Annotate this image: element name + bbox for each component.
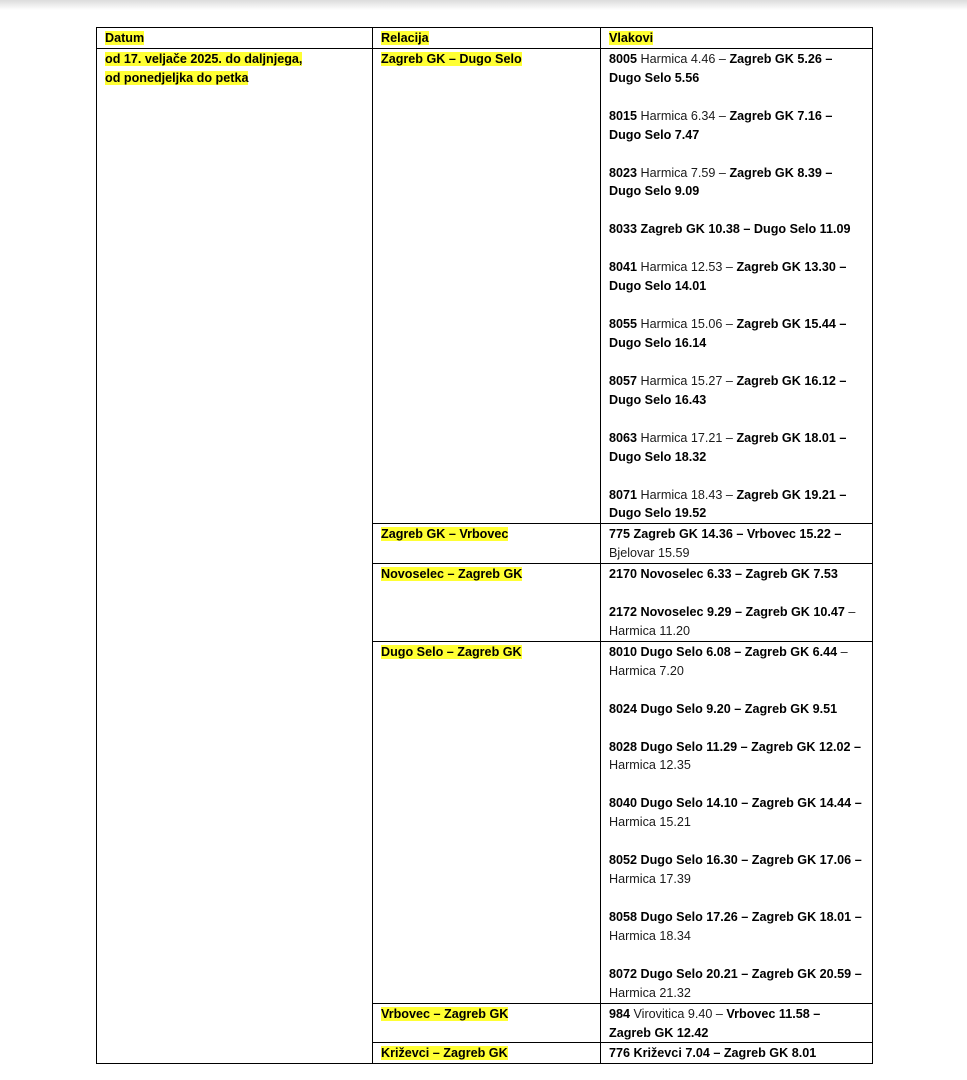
train-text: 8005: [609, 51, 638, 66]
train-text: Harmica 17.21 –: [637, 430, 737, 445]
train-entry: [609, 794, 864, 832]
header-relacija: Relacija: [373, 28, 601, 49]
train-text: Harmica 15.21: [609, 815, 691, 830]
train-text: Harmica 15.06 –: [637, 317, 737, 332]
relacija-cell: Novoselec – Zagreb GK: [373, 564, 601, 642]
train-entry: [609, 738, 864, 776]
train-text: Bjelovar 15.59: [609, 546, 690, 561]
train-text: 2170 Novoselec 6.33 – Zagreb GK 7.53: [609, 567, 838, 582]
train-text: 8052 Dugo Selo 16.30 – Zagreb GK 17.06 –: [609, 853, 862, 868]
train-entry: [609, 603, 864, 641]
train-text: 8023: [609, 165, 638, 180]
train-text: 8072 Dugo Selo 20.21 – Zagreb GK 20.59 –: [609, 966, 862, 981]
train-text: 8041: [609, 260, 638, 275]
train-entry: [609, 851, 864, 889]
train-text: 8055: [609, 317, 638, 332]
train-entry: [609, 164, 864, 202]
train-entry: [609, 1044, 864, 1063]
relacija-cell: Zagreb GK – Dugo Selo: [373, 48, 601, 523]
header-row: [97, 28, 873, 49]
train-entry: [609, 486, 864, 524]
train-text: Zagreb GK 5.26 – Dugo Selo 5.56: [609, 51, 833, 85]
train-entry: [609, 643, 864, 681]
train-entry: [609, 315, 864, 353]
train-text: Harmica 6.34 –: [637, 108, 730, 123]
train-entry: [609, 700, 864, 719]
train-entry: [609, 1005, 864, 1043]
vlakovi-cell: [601, 48, 873, 523]
train-text: Zagreb GK 19.21 – Dugo Selo 19.52: [609, 487, 847, 521]
header-vlakovi: Vlakovi: [601, 28, 873, 49]
train-text: Zagreb GK 13.30 – Dugo Selo 14.01: [609, 260, 847, 294]
train-text: Harmica 18.34: [609, 928, 691, 943]
train-text: Harmica 12.35: [609, 758, 691, 773]
vlakovi-cell: [601, 641, 873, 1003]
train-text: Harmica 18.43 –: [637, 487, 737, 502]
table-row: [97, 48, 873, 523]
train-text: 2172 Novoselec 9.29 – Zagreb GK 10.47: [609, 605, 845, 620]
train-text: Harmica 4.46 –: [637, 51, 730, 66]
train-text: Harmica 7.59 –: [637, 165, 730, 180]
vlakovi-cell: [601, 1043, 873, 1064]
train-text: Harmica 12.53 –: [637, 260, 737, 275]
train-entry: [609, 50, 864, 88]
relacija-cell: Dugo Selo – Zagreb GK: [373, 641, 601, 1003]
train-text: Zagreb GK 18.01 – Dugo Selo 18.32: [609, 430, 847, 464]
train-text: 775 Zagreb GK 14.36 – Vrbovec 15.22 –: [609, 527, 842, 542]
vlakovi-cell: [601, 524, 873, 564]
header-datum: Datum: [97, 28, 373, 49]
relacija-cell: Vrbovec – Zagreb GK: [373, 1003, 601, 1043]
vlakovi-cell: [601, 564, 873, 642]
train-text: Zagreb GK 7.16 – Dugo Selo 7.47: [609, 108, 833, 142]
train-text: 8010 Dugo Selo 6.08 – Zagreb GK 6.44: [609, 644, 838, 659]
train-text: 8015: [609, 108, 638, 123]
train-text: Harmica 21.32: [609, 985, 691, 1000]
train-text: 8024 Dugo Selo 9.20 – Zagreb GK 9.51: [609, 701, 838, 716]
train-entry: [609, 908, 864, 946]
train-entry: [609, 372, 864, 410]
page-top-shadow: [0, 0, 967, 10]
relacija-cell: Križevci – Zagreb GK: [373, 1043, 601, 1064]
train-entry: [609, 525, 864, 563]
train-text: Virovitica 9.40 –: [630, 1006, 727, 1021]
train-text: 8033 Zagreb GK 10.38 – Dugo Selo 11.09: [609, 222, 851, 237]
train-text: – Harmica 11.20: [609, 605, 856, 638]
train-entry: [609, 565, 864, 584]
train-entry: [609, 965, 864, 1003]
train-entry: [609, 258, 864, 296]
train-text: – Harmica 7.20: [609, 644, 848, 678]
train-text: Zagreb GK 8.39 – Dugo Selo 9.09: [609, 165, 833, 199]
train-text: 8057: [609, 373, 638, 388]
datum-cell: [97, 48, 373, 1063]
train-text: 776 Križevci 7.04 – Zagreb GK 8.01: [609, 1046, 817, 1061]
train-text: Zagreb GK 16.12 – Dugo Selo 16.43: [609, 373, 847, 407]
train-text: 8071: [609, 487, 638, 502]
train-text: Vrbovec 11.58 – Zagreb GK 12.42: [609, 1006, 821, 1040]
vlakovi-cell: [601, 1003, 873, 1043]
train-text: 984: [609, 1006, 631, 1021]
train-text: 8058 Dugo Selo 17.26 – Zagreb GK 18.01 –: [609, 910, 862, 924]
train-text: 8028 Dugo Selo 11.29 – Zagreb GK 12.02 –: [609, 739, 861, 754]
train-entry: [609, 220, 864, 239]
train-text: Harmica 15.27 –: [637, 373, 737, 388]
train-entry: [609, 107, 864, 145]
datum-text: od 17. veljače 2025. do daljnjega, od ponedjeljka do petka: [105, 51, 303, 85]
train-text: Harmica 17.39: [609, 872, 691, 887]
train-text: 8040 Dugo Selo 14.10 – Zagreb GK 14.44 –: [609, 796, 862, 811]
timetable: [96, 27, 873, 1064]
relacija-cell: Zagreb GK – Vrbovec: [373, 524, 601, 564]
train-text: 8063: [609, 430, 638, 445]
train-entry: [609, 429, 864, 467]
train-text: Zagreb GK 15.44 – Dugo Selo 16.14: [609, 317, 847, 350]
